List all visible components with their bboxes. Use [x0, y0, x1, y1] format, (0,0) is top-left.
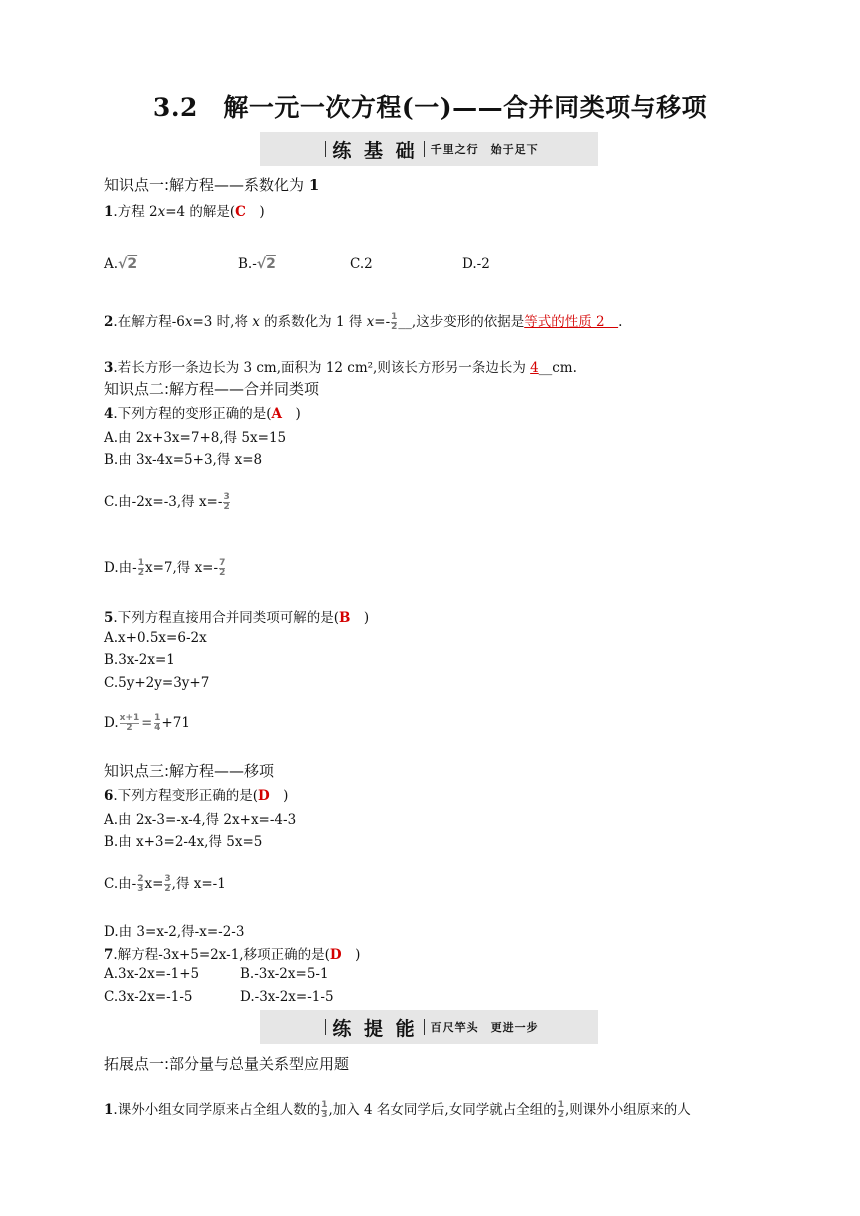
- question-1: 1.方程 2x=4 的解是(C ): [104, 204, 265, 220]
- q7-option-a: A.3x-2x=-1+5: [104, 966, 200, 982]
- knowledge-point-3: 知识点三:解方程——移项: [104, 762, 275, 780]
- question-7: 7.解方程-3x+5=2x-1,移项正确的是(D ): [104, 947, 361, 963]
- q4-option-b: B.由 3x-4x=5+3,得 x=8: [104, 452, 263, 468]
- q5-option-d: D. $\frac{x+1}{2}$ = $\frac{1}{4}$ +71: [104, 713, 190, 733]
- q5-option-c: C.5y+2y=3y+7: [104, 675, 210, 691]
- problem-1: 1.课外小组女同学原来占全组人数的 $\frac{1}{3}$ ,加入 4 名女同学后,女同学就占全组的 $\frac{1}{2}$ ,则课外小组原来的人: [104, 1100, 691, 1120]
- option-a: A.√2: [104, 256, 138, 272]
- knowledge-point-1: 知识点一:解方程——系数化为 1: [104, 176, 320, 194]
- q4-option-c: C.由-2x=-3,得 x=- $\frac{3}{2}$: [104, 492, 230, 512]
- q6-option-d: D.由 3=x-2,得-x=-2-3: [104, 924, 245, 940]
- q6-option-c: C.由- $\frac{2}{3}$ x= $\frac{3}{2}$ ,得 x=-1: [104, 874, 226, 894]
- option-c: C.2: [350, 256, 373, 272]
- knowledge-point-2: 知识点二:解方程——合并同类项: [104, 380, 320, 398]
- q5-option-b: B.3x-2x=1: [104, 652, 175, 668]
- q5-option-a: A.x+0.5x=6-2x: [104, 630, 207, 646]
- q6-option-b: B.由 x+3=2-4x,得 5x=5: [104, 834, 263, 850]
- banner-sub: 百尺竿头 更进一步: [430, 1021, 539, 1034]
- q4-option-d: D.由- $\frac{1}{2}$ x=7,得 x=- $\frac{7}{2}$: [104, 558, 226, 578]
- question-4: 4.下列方程的变形正确的是(A ): [104, 406, 301, 422]
- option-d: D.-2: [462, 256, 490, 272]
- banner-main: 练 提 能: [332, 1017, 418, 1040]
- banner-main: 练 基 础: [332, 139, 418, 162]
- q7-option-c: C.3x-2x=-1-5: [104, 989, 193, 1005]
- extension-point-1: 拓展点一:部分量与总量关系型应用题: [104, 1055, 350, 1073]
- q6-option-a: A.由 2x-3=-x-4,得 2x+x=-4-3: [104, 812, 297, 828]
- question-2: 2.在解方程-6x=3 时,将 x 的系数化为 1 得 x=- $\frac{1}{2}$ __,这步变形的依据是等式的性质 2 .: [104, 312, 623, 332]
- q7-option-d: D.-3x-2x=-1-5: [240, 989, 334, 1005]
- page-title: 3.2 解一元一次方程(一)——合并同类项与移项: [152, 93, 708, 122]
- question-6: 6.下列方程变形正确的是(D ): [104, 788, 289, 804]
- banner-sub: 千里之行 始于足下: [430, 143, 539, 156]
- practice-basics-banner: [260, 132, 598, 166]
- q7-option-b: B.-3x-2x=5-1: [240, 966, 329, 982]
- q4-option-a: A.由 2x+3x=7+8,得 5x=15: [104, 430, 287, 446]
- practice-improve-banner: [260, 1010, 598, 1044]
- option-b: B.-√2: [238, 256, 276, 272]
- question-5: 5.下列方程直接用合并同类项可解的是(B ): [104, 610, 370, 626]
- question-3: 3.若长方形一条边长为 3 cm,面积为 12 cm²,则该长方形另一条边长为 4__cm.: [104, 360, 577, 376]
